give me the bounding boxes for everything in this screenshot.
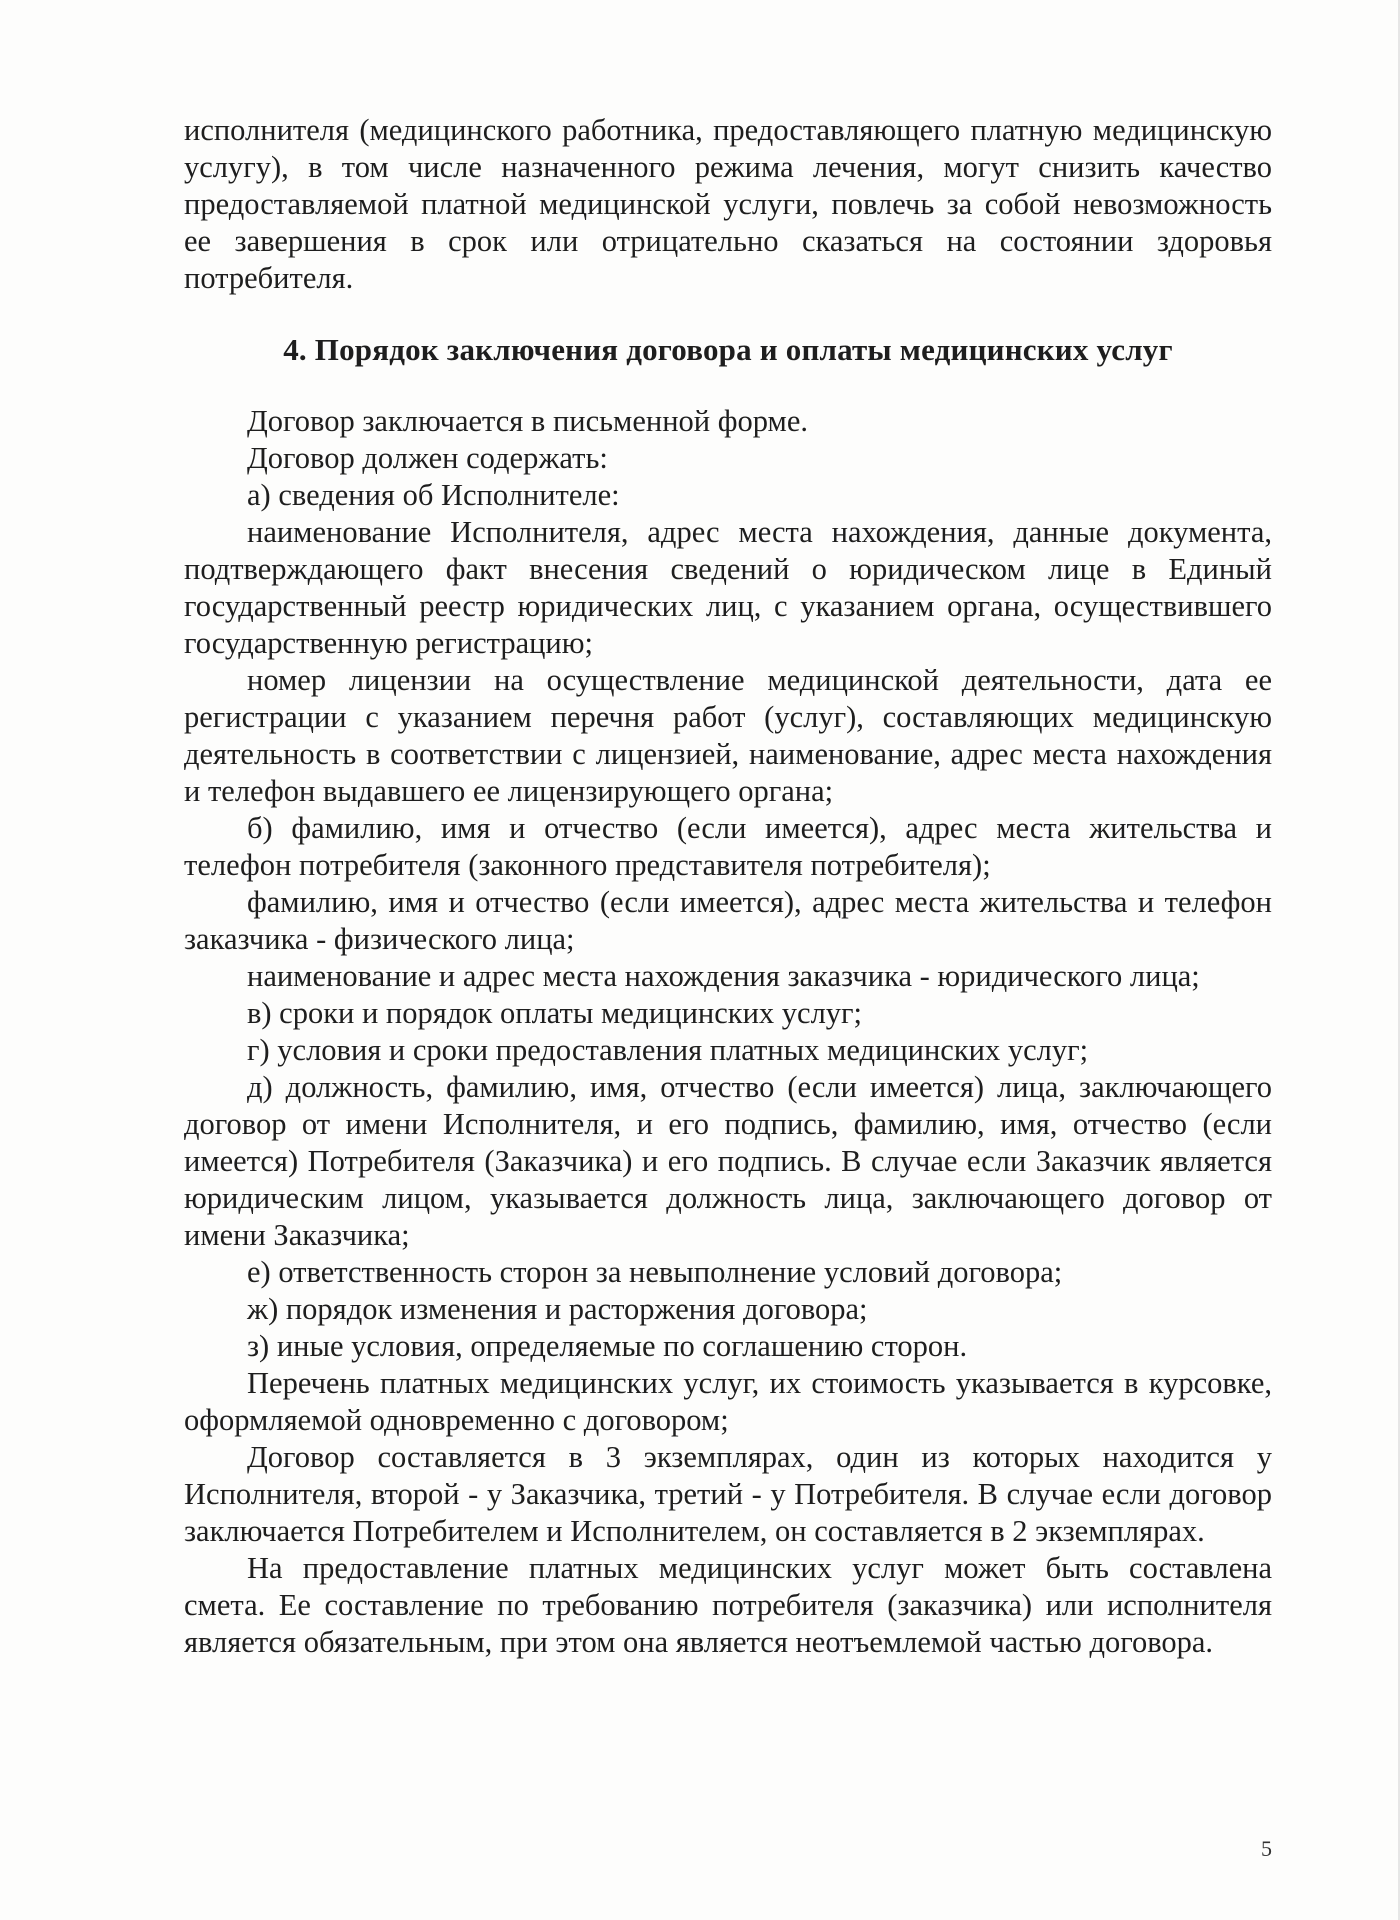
paragraph: Договор составляется в 3 экземплярах, один из которых находится у Исполнителя, второй - у Заказчика, третий - у Потребителя. В случае если договор заключается Потребителем и Исполнителем, он составляется в 2 экземплярах. [184, 1440, 1272, 1548]
list-item-g: г) условия и сроки предоставления платных медицинских услуг; [247, 1033, 1089, 1067]
list-item-v: в) сроки и порядок оплаты медицинских услуг; [247, 996, 863, 1030]
paragraph: На предоставление платных медицинских услуг может быть составлена смета. Ее составление по требованию потребителя (заказчика) или исполнителя является обязательным, при этом она является неотъемлемой частью договора. [184, 1551, 1272, 1659]
paragraph-continuation: исполнителя (медицинского работника, предоставляющего платную медицинскую услугу), в том числе назначенного режима лечения, могут снизить качество предоставляемой платной медицинской услуги, повлечь за собой невозможность ее завершения в срок или отрицательно сказаться на состоянии здоровья потребителя. [184, 113, 1272, 295]
paragraph: Договор должен содержать: [247, 441, 608, 475]
paragraph: наименование и адрес места нахождения заказчика - юридического лица; [247, 959, 1200, 993]
paragraph: Договор заключается в письменной форме. [247, 404, 808, 438]
paragraph: Перечень платных медицинских услуг, их стоимость указывается в курсовке, оформляемой одновременно с договором; [184, 1366, 1272, 1437]
list-item-b: б) фамилию, имя и отчество (если имеется), адрес места жительства и телефон потребителя (законного представителя потребителя); [184, 811, 1272, 882]
list-item-zh: ж) порядок изменения и расторжения договора; [247, 1292, 868, 1326]
page-number: 5 [1261, 1836, 1272, 1861]
page-body [184, 112, 1272, 1661]
list-item-d: д) должность, фамилию, имя, отчество (если имеется) лица, заключающего договор от имени Исполнителя, и его подпись, фамилию, имя, отчество (если имеется) Потребителя (Заказчика) и его подпись. В случае если Заказчик является юридическим лицом, указывается должность лица, заключающего договор от имени Заказчика; [184, 1070, 1272, 1252]
paragraph: наименование Исполнителя, адрес места нахождения, данные документа, подтверждающего факт внесения сведений о юридическом лице в Единый государственный реестр юридических лиц, с указанием органа, осуществившего государственную регистрацию; [184, 515, 1272, 660]
paragraph: фамилию, имя и отчество (если имеется), адрес места жительства и телефон заказчика - физического лица; [184, 885, 1272, 956]
list-item-z: з) иные условия, определяемые по соглашению сторон. [247, 1329, 968, 1363]
list-item-a: а) сведения об Исполнителе: [247, 478, 620, 512]
list-item-e: е) ответственность сторон за невыполнение условий договора; [247, 1255, 1063, 1289]
section-heading: 4. Порядок заключения договора и оплаты медицинских услуг [283, 332, 1173, 367]
paragraph: номер лицензии на осуществление медицинской деятельности, дата ее регистрации с указанием перечня работ (услуг), составляющих медицинскую деятельность в соответствии с лицензией, наименование, адрес места нахождения и телефон выдавшего ее лицензирующего органа; [184, 663, 1272, 808]
